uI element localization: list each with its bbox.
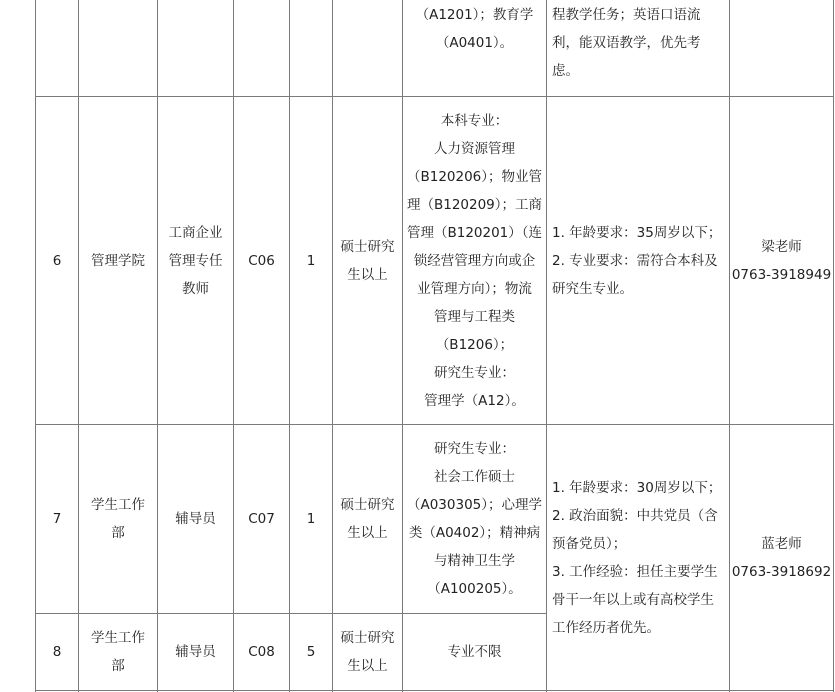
contact-cell <box>730 97 833 424</box>
headcount-cell <box>290 97 332 424</box>
requirements-line: 虑。 <box>552 63 579 79</box>
department-line: 管理学院 <box>91 252 145 269</box>
post-line: 辅导员 <box>175 511 216 527</box>
major-line: 业管理方向）；物流 <box>417 280 532 297</box>
major-cell <box>403 614 546 690</box>
contact-name: 梁老师 <box>761 238 802 255</box>
headcount-cell <box>290 425 332 613</box>
major-line: 研究生专业： <box>434 441 515 457</box>
major-line: 本科专业： <box>440 112 509 129</box>
major-line: （A030305）；心理学 <box>406 497 543 513</box>
contact-phone: 0763-3918949 <box>731 266 832 283</box>
headcount: 1 <box>306 511 316 527</box>
headcount: 5 <box>306 644 316 660</box>
education-line: 生以上 <box>347 266 388 283</box>
major-line: 管理（B120201）（连 <box>406 224 543 241</box>
education-line: 生以上 <box>347 525 388 541</box>
contact-phone: 0763-3918692 <box>731 563 832 580</box>
major-line: （A1201）；教育学 <box>415 7 534 23</box>
requirements-line: 利，能双语教学，优先考 <box>552 35 701 51</box>
major-line: （B120206）；物业管 <box>406 168 543 185</box>
post-cell <box>158 425 233 613</box>
major-line: 与精神卫生学 <box>434 553 515 569</box>
row-number-text: 6 <box>52 252 62 269</box>
department-cell <box>79 614 157 690</box>
requirements-line: 程教学任务；英语口语流 <box>552 7 701 23</box>
requirements-line: 研究生专业。 <box>552 280 633 297</box>
post-code-cell <box>234 97 289 424</box>
row-number <box>36 614 78 690</box>
grid-line <box>546 0 547 692</box>
major-line: （A100205）。 <box>427 581 522 597</box>
grid-line <box>35 690 834 691</box>
contact-cell <box>730 425 833 690</box>
major-line: 专业不限 <box>447 644 502 660</box>
post-line: 教师 <box>182 280 209 297</box>
department-line: 部 <box>111 525 125 541</box>
education-cell <box>333 97 402 424</box>
requirements-cell <box>552 97 729 424</box>
requirements-line: 2. 政治面貌：中共党员（含 <box>552 507 718 524</box>
grid-line <box>833 0 834 692</box>
requirements-line: 2. 专业要求：需符合本科及 <box>552 252 718 269</box>
department-cell <box>79 425 157 613</box>
requirements-cell <box>552 0 729 97</box>
major-cell <box>403 0 546 97</box>
education-line: 硕士研究 <box>340 238 395 255</box>
major-line: 类（A0402）；精神病 <box>408 525 541 541</box>
requirements-line: 预备党员）； <box>552 535 627 552</box>
major-line: 管理与工程类 <box>434 308 515 325</box>
major-cell <box>403 425 546 613</box>
post-code: C06 <box>248 252 275 269</box>
department-line: 学生工作 <box>91 497 145 513</box>
requirements-line: 1. 年龄要求：30周岁以下； <box>552 479 722 496</box>
major-line: 锁经营管理方向或企 <box>413 252 536 269</box>
major-line: 管理学（A12）。 <box>424 392 525 409</box>
major-line: 人力资源管理 <box>434 140 515 157</box>
department-cell <box>79 97 157 424</box>
requirements-line: 工作经历者优先。 <box>552 619 660 636</box>
department-line: 学生工作 <box>91 630 145 646</box>
post-cell <box>158 97 233 424</box>
row-number <box>36 425 78 613</box>
post-code-cell <box>234 425 289 613</box>
row-number-text: 7 <box>52 511 62 527</box>
major-line: （A0401）。 <box>435 35 514 51</box>
education-line: 生以上 <box>347 658 388 674</box>
post-code: C08 <box>248 644 275 660</box>
major-line: （B1206）； <box>435 336 514 353</box>
headcount: 1 <box>306 252 316 269</box>
post-code: C07 <box>248 511 275 527</box>
department-line: 部 <box>111 658 125 674</box>
education-line: 硕士研究 <box>340 497 395 513</box>
education-line: 硕士研究 <box>340 630 395 646</box>
major-line: 研究生专业： <box>434 364 515 381</box>
major-line: 理（B120209）；工商 <box>406 196 543 213</box>
headcount-cell <box>290 614 332 690</box>
post-line: 工商企业 <box>168 224 223 241</box>
post-code-cell <box>234 614 289 690</box>
requirements-cell <box>552 425 729 690</box>
major-cell <box>403 97 546 424</box>
post-cell <box>158 614 233 690</box>
education-cell <box>333 614 402 690</box>
post-line: 辅导员 <box>175 644 216 660</box>
requirements-line: 骨干一年以上或有高校学生 <box>552 591 714 608</box>
education-cell <box>333 425 402 613</box>
requirements-line: 1. 年龄要求：35周岁以下； <box>552 224 722 241</box>
post-line: 管理专任 <box>168 252 223 269</box>
major-line: 社会工作硕士 <box>434 469 515 485</box>
row-number <box>36 97 78 424</box>
contact-name: 蓝老师 <box>761 535 802 552</box>
row-number-text: 8 <box>52 644 62 660</box>
requirements-line: 3. 工作经验：担任主要学生 <box>552 563 718 580</box>
